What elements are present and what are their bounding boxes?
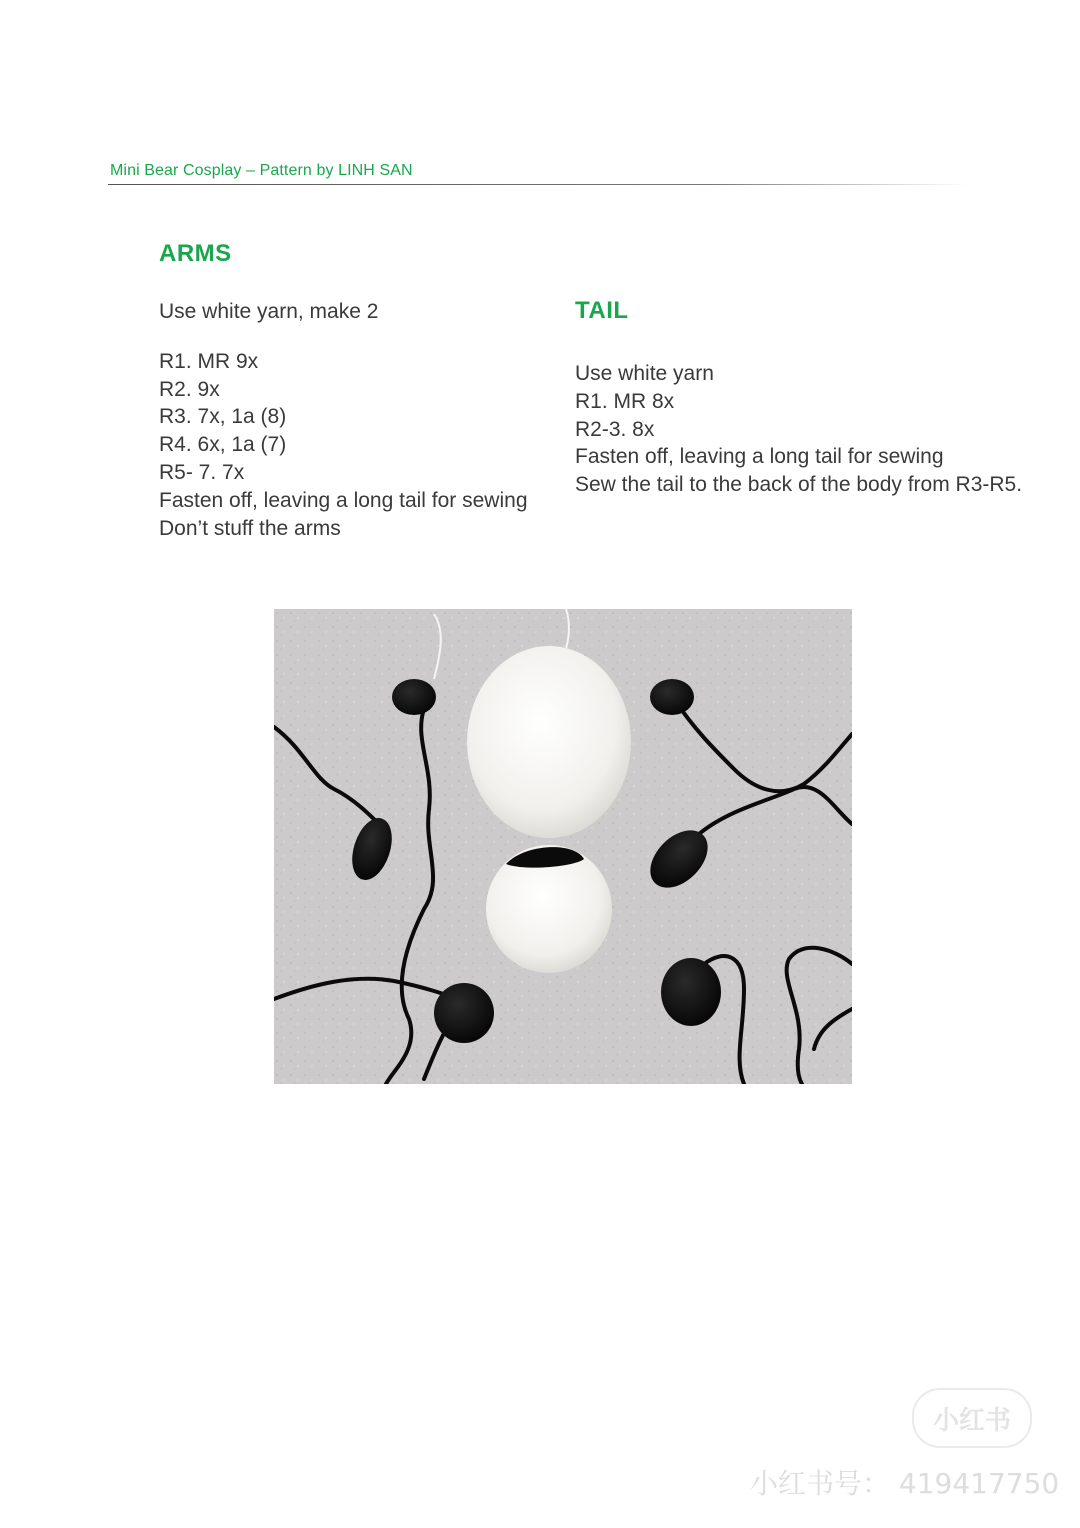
- crochet-pieces-photo: [274, 609, 852, 1084]
- arms-step: R1. MR 9x: [159, 349, 259, 373]
- arms-intro: Use white yarn, make 2: [159, 300, 379, 323]
- arms-step: R4. 6x, 1a (7): [159, 433, 287, 457]
- tail-step: R1. MR 8x: [575, 389, 675, 413]
- tail-step: R2-3. 8x: [575, 417, 655, 441]
- white-body-piece: [467, 646, 631, 838]
- black-foot-left: [434, 983, 494, 1043]
- black-ear-left: [392, 679, 436, 715]
- black-ear-right: [650, 679, 694, 715]
- header-divider: [108, 184, 968, 185]
- arms-step: R3. 7x, 1a (8): [159, 405, 287, 429]
- watermark-id: 小红书号： 419417750: [750, 1467, 1060, 1500]
- arms-step: Don’t stuff the arms: [159, 516, 341, 540]
- tail-instructions: [575, 360, 1022, 499]
- tail-step: Fasten off, leaving a long tail for sewing: [575, 445, 944, 469]
- watermark-logo: 小红书: [912, 1388, 1032, 1448]
- arms-step: R2. 9x: [159, 377, 220, 401]
- tail-step: Use white yarn: [575, 362, 714, 385]
- tail-step: Sew the tail to the back of the body from R3-R5.: [575, 473, 1023, 497]
- page-header: Mini Bear Cosplay – Pattern by LINH SAN: [110, 162, 413, 179]
- arms-step: Fasten off, leaving a long tail for sewing: [159, 488, 528, 512]
- arms-instructions: [159, 298, 528, 542]
- black-foot-right: [661, 958, 721, 1026]
- tail-heading: TAIL: [575, 297, 629, 324]
- arms-heading: ARMS: [159, 240, 232, 267]
- arms-step: R5- 7. 7x: [159, 460, 245, 484]
